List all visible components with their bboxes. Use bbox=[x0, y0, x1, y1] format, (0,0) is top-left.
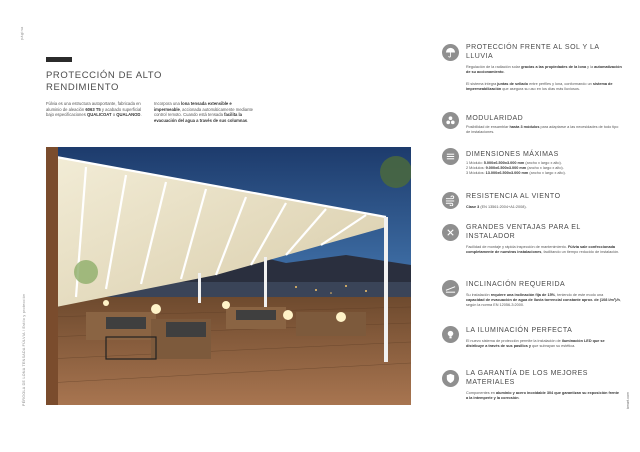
feature-text: 1 Módulo: 5.000x6.500x3.000 mm (ancho x largo x alto). 2 Módulos: 9.000x6.500x3.000 mm (ancho x largo x alto). 3 Módulos: 13.000x6.500x3.000 mm (ancho x largo x alto). bbox=[466, 161, 566, 176]
feature-title: LA ILUMINACIÓN PERFECTA bbox=[466, 327, 573, 334]
feature-title: DIMENSIONES MÁXIMAS bbox=[466, 151, 559, 158]
feature-title: INCLINACIÓN REQUERIDA bbox=[466, 281, 566, 288]
feature-text: Posibilidad de ensamblar hasta 3 módulos para adaptarse a las necesidades de todo tipo de instalaciones. bbox=[466, 125, 619, 135]
intro-column-2: Incorpora una lona tensada extensible e impermeable, accionada automáticamente mediante control remoto. Cuando está tensada facilita la evacuación del agua a través de sus columnas. bbox=[154, 101, 253, 123]
feature-title: LA GARANTÍA DE LOS MEJORES MATERIALES bbox=[466, 370, 588, 386]
bulb-icon bbox=[442, 326, 459, 343]
title-accent-bar bbox=[46, 57, 72, 62]
feature-text: Componentes en aluminio y acero inoxidable 304 que garantizan su exposición frente a la intemperie y la corrosión. bbox=[466, 391, 619, 401]
feature-text: Clase 3 (EN 13561:2004+A1:2008). bbox=[466, 205, 527, 209]
side-website: bmart.com bbox=[626, 392, 630, 409]
side-caption: PÉRGOLA DE LONA TENSADA FÚLVIA / Estilo y protección bbox=[22, 293, 26, 406]
feature-text: El sistema integra juntas de sellado entre perfiles y lona, conformando un sistema de impermeabilización que asegura su uso en los días más lluviosos. bbox=[466, 82, 613, 92]
tools-icon bbox=[442, 224, 459, 241]
page-title: PROTECCIÓN DE ALTO RENDIMIENTO bbox=[46, 70, 163, 93]
slope-icon bbox=[442, 280, 459, 297]
page-number-left: página bbox=[20, 26, 24, 40]
modules-icon bbox=[442, 112, 459, 129]
feature-title: GRANDES VENTAJAS PARA EL INSTALADOR bbox=[466, 224, 581, 240]
features-column bbox=[442, 0, 624, 452]
shield-icon bbox=[442, 370, 459, 387]
feature-text: Regulación de la radiación solar gracias a las propiedades de la lona y la automatización de su accionamiento. bbox=[466, 65, 622, 75]
dimensions-icon bbox=[442, 148, 459, 165]
feature-title: PROTECCIÓN FRENTE AL SOL Y LA LLUVIA bbox=[466, 44, 600, 60]
feature-text: Su instalación requiere una inclinación fija de 15%, teniendo de este modo una capacidad de evacuación de agua de lluvia torrencial constante aprox. de (108 l/m²)/h, según la norma EN 12056-3:2000. bbox=[466, 293, 621, 308]
feature-title: RESISTENCIA AL VIENTO bbox=[466, 193, 561, 200]
wind-icon bbox=[442, 192, 459, 209]
umbrella-icon bbox=[442, 44, 459, 61]
feature-title: MODULARIDAD bbox=[466, 115, 524, 122]
feature-text: Facilidad de montaje y rápida inspección de mantenimiento. Fúlvia sale confeccionada completamente de nuestras instalaciones, facilitando un tiempo reducido de instalación. bbox=[466, 245, 620, 255]
pergola-terrace-photo bbox=[46, 147, 411, 405]
feature-text: El nuevo sistema de protección permite la instalación de iluminación LED que se distribuye a través de sus pasillos y que subrayan su estética. bbox=[466, 339, 605, 349]
intro-column-1: Fúlvia es una estructura autoportante, fabricada en aluminio de aleación 6063 T5 y acabado superficial bajo especificaciones QUALICOAT o QUALANOD. bbox=[46, 101, 142, 118]
